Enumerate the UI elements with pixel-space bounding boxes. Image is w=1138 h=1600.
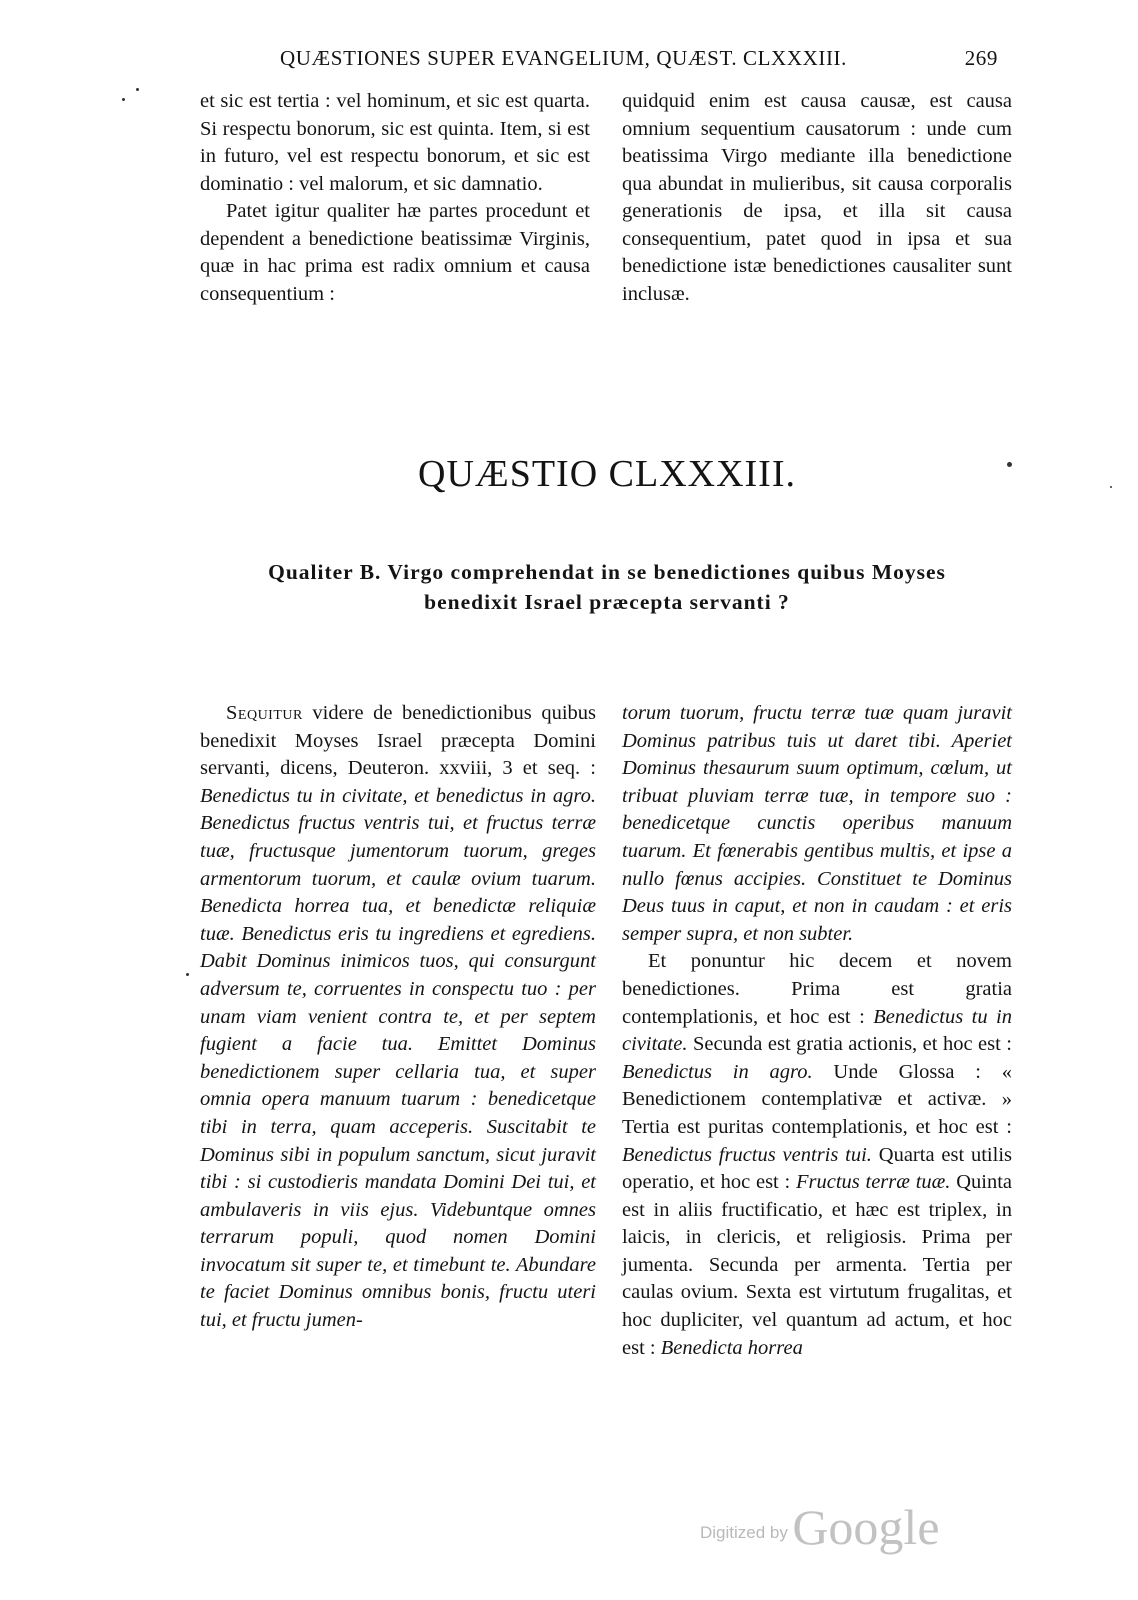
running-head-title: QUÆSTIONES SUPER EVANGELIUM, QUÆST. CLXXXIII. xyxy=(280,46,847,70)
scan-speck xyxy=(122,98,125,101)
top-left-paragraph-2: Patet igitur qualiter hæ partes procedunt et dependent a benedictione beatissimæ Virginis, quæ in hac prima est radix omnium et causa consequentium : xyxy=(200,200,590,305)
text-run: Quinta est in aliis fructificatio, et hæc est triplex, in laicis, in clericis, et religiosis. Prima per jumenta. Secunda per armenta. Tertia per caulas ovium. Sexta est virtutum frugalitas, et hoc dupliciter, vel quantum ad actum, et hoc est : xyxy=(622,1171,1012,1359)
google-logo: Google xyxy=(792,1499,940,1555)
question-line-2: benedixit Israel præcepta servanti ? xyxy=(424,590,790,614)
intro-text: videre de benedictionibus quibus benedixit Moyses Israel præcepta Domini servanti, dicens, Deuteron. xxviii, 3 et seq. : xyxy=(200,702,596,780)
text-run: Secunda est gratia actionis, et hoc est : xyxy=(687,1033,1012,1056)
running-head xyxy=(280,46,1010,80)
scan-speck xyxy=(186,973,189,976)
quaestio-heading: QUÆSTIO CLXXXIII. xyxy=(418,453,796,495)
question-heading xyxy=(196,557,1018,617)
top-right-column xyxy=(622,88,1012,308)
scripture-quote-continued: torum tuorum, fructu terræ tuæ quam juravit Dominus patribus tuis ut daret tibi. Aperiet Dominus thesaurum suum optimum, cœlum, ut tribuat pluviam terræ tuæ, in tempore suo : benedicetque cunctis operibus manuum tuarum. Et fœnerabis gentibus multis, et ipse a nullo fœnus accipies. Constituet te Dominus Deus tuus in caput, et non in caudam : et eris semper supra, et non subter. xyxy=(622,702,1012,945)
scan-speck xyxy=(1007,462,1012,467)
quote-run: Benedictus tu in civitate. xyxy=(622,1005,1012,1056)
digitization-watermark xyxy=(700,1498,940,1556)
main-left-column xyxy=(200,700,596,1335)
scan-speck xyxy=(136,88,139,91)
watermark-prefix: Digitized by xyxy=(700,1523,788,1542)
top-left-column xyxy=(200,88,590,308)
main-right-paragraph-2 xyxy=(622,948,1012,1362)
page-number: 269 xyxy=(964,46,998,70)
quote-run: Fructus terræ tuæ. xyxy=(795,1171,951,1194)
text-run: Et ponuntur hic decem et novem benedictiones. Prima est gratia contemplationis, et hoc est : xyxy=(622,950,1012,1028)
quote-run: Benedicta horrea xyxy=(660,1336,803,1359)
quote-run: Benedictus in agro. xyxy=(622,1060,813,1083)
lead-word: Sequitur xyxy=(226,702,303,724)
scan-speck xyxy=(1110,486,1112,488)
quote-run: Benedictus fructus ventris tui. xyxy=(622,1143,872,1166)
main-left-paragraph xyxy=(200,700,596,1335)
top-right-paragraph: quidquid enim est causa causæ, est causa omnium sequentium causatorum : unde cum beatissima Virgo mediante illa benedictione qua abundat in mulieribus, sit causa corporalis generationis de ipsa, et illa sit causa consequentium, patet quod in ipsa et sua benedictione istæ benedictiones causaliter sunt inclusæ. xyxy=(622,90,1012,305)
top-left-paragraph-1: et sic est tertia : vel hominum, et sic est quarta. Si respectu bonorum, sic est quinta. Item, si est in futuro, vel est respectu bonorum, et sic est dominatio : vel malorum, et sic damnatio. xyxy=(200,90,590,195)
quote-continuation xyxy=(622,700,1012,948)
text-run: Unde Glossa : « Benedictionem contemplativæ et activæ. » Tertia est puritas contemplationis, et hoc est : xyxy=(622,1060,1013,1138)
text-run: Quarta est utilis operatio, et hoc est : xyxy=(622,1143,1012,1194)
main-right-column xyxy=(622,700,1012,1362)
scripture-quote: Benedictus tu in civitate, et benedictus in agro. Benedictus fructus ventris tui, et fructus terræ tuæ, fructusque jumentorum tuorum, greges armentorum tuorum, et caulæ ovium tuarum. Benedicta horrea tua, et benedictæ reliquiæ tuæ. Benedictus eris tu ingrediens et egrediens. Dabit Dominus inimicos tuos, qui consurgunt adversum te, corruentes in conspectu tuo : per unam viam venient contra te, et per septem fugient a facie tua. Emittet Dominus benedictionem super cellaria tua, et super omnia opera manuum tuarum : benedicetque tibi in terra, quam acceperis. Suscitabit te Dominus sibi in populum sanctum, sicut juravit tibi : si custodieris mandata Domini Dei tui, et ambulaveris in viis ejus. Videbuntque omnes terrarum populi, quod nomen Domini invocatum sit super te, et timebunt te. Abundare te faciet Dominus omnibus bonis, fructu uteri tui, et fructu jumen- xyxy=(200,784,596,1332)
question-line-1: Qualiter B. Virgo comprehendat in se benedictiones quibus Moyses xyxy=(268,560,946,584)
